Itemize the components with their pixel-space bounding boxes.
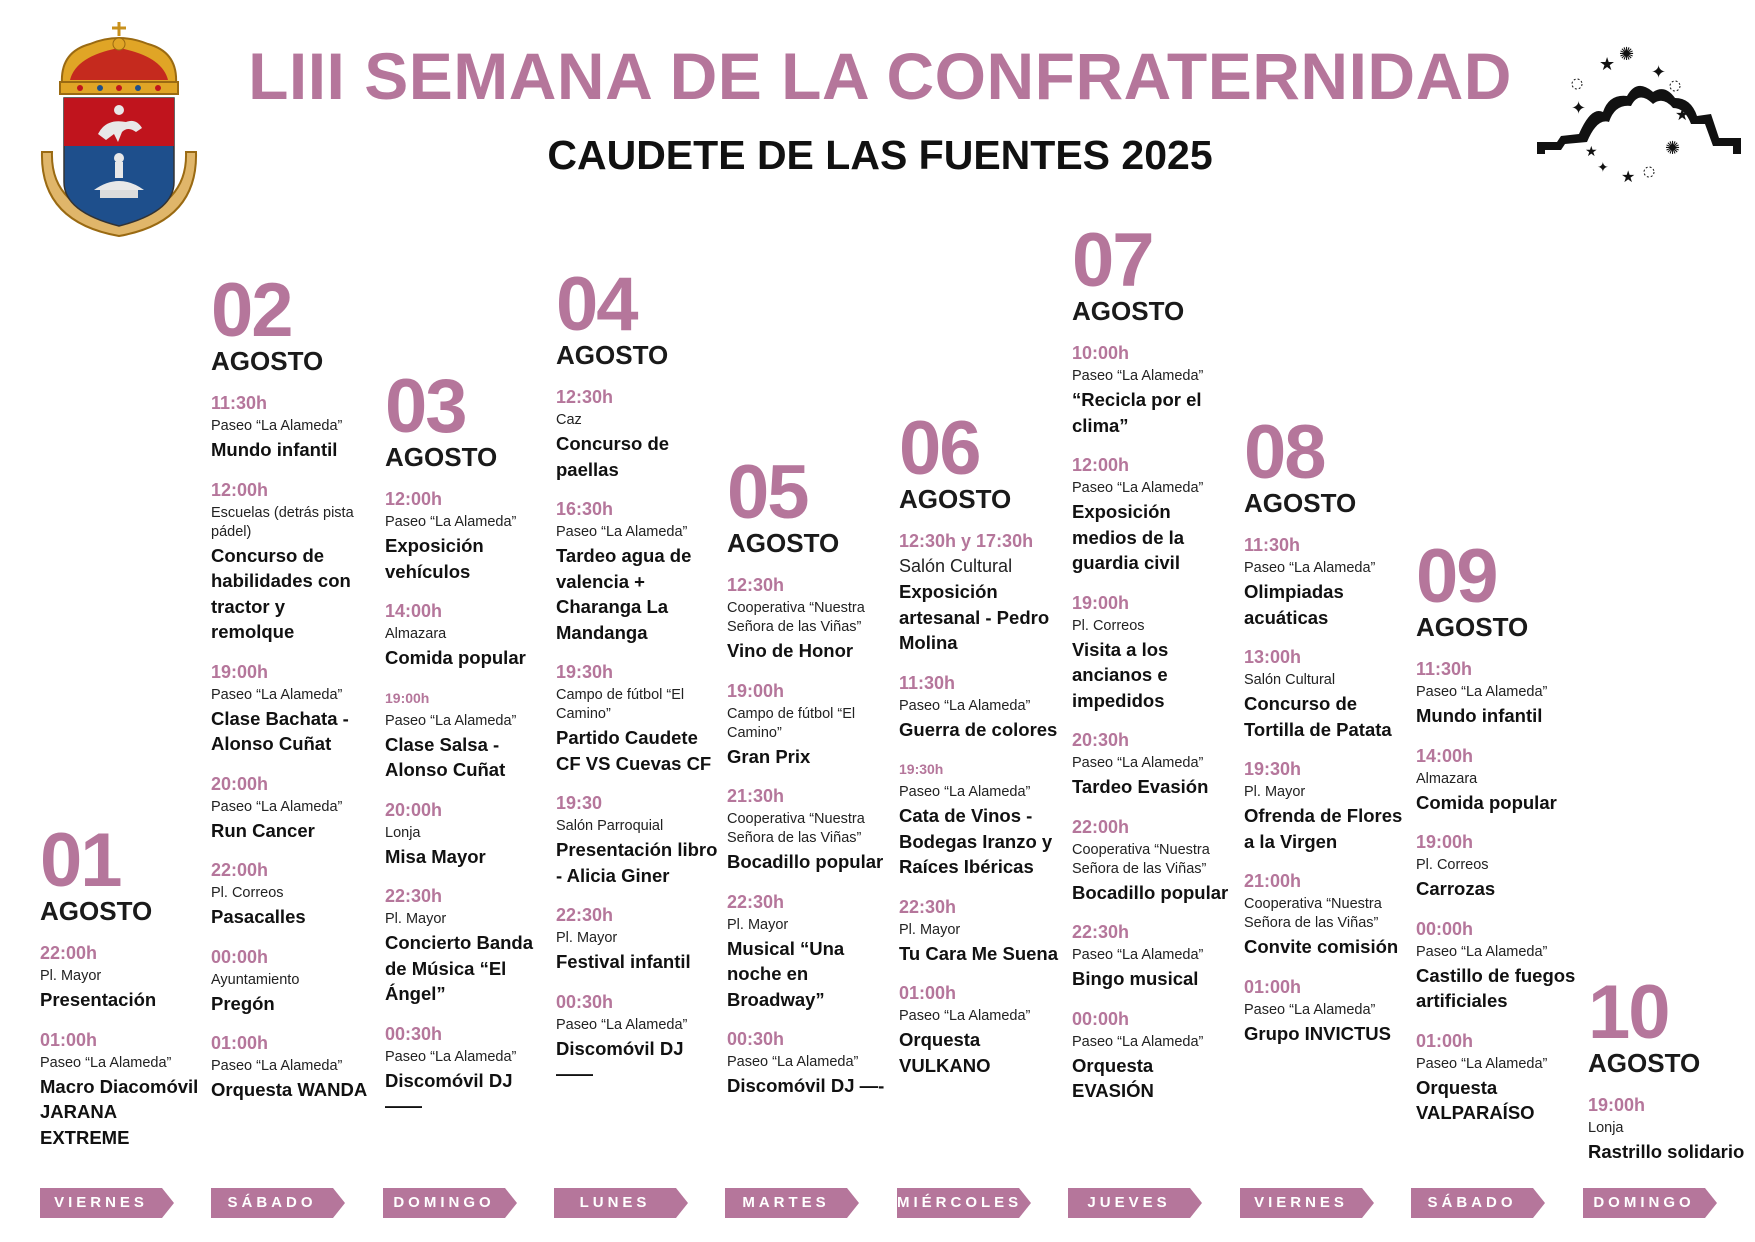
svg-text:★: ★ [1675, 107, 1690, 124]
event-place: Paseo “La Alameda” [1072, 947, 1204, 963]
event-title: Gran Prix [727, 745, 811, 767]
event-item [1416, 1030, 1578, 1126]
event-time: 22:30h [727, 891, 785, 912]
event-place: Paseo “La Alameda” [211, 798, 343, 815]
event-item [556, 904, 718, 975]
event-time: 01:00h [211, 1033, 269, 1053]
event-item [727, 574, 889, 664]
event-item [1416, 918, 1578, 1014]
event-title: Exposición medios de la guardia civil [1072, 501, 1185, 573]
event-title: Orquesta EVASIÓN [1072, 1054, 1154, 1101]
event-item [1244, 534, 1406, 630]
event-item [1072, 729, 1234, 800]
event-item [211, 859, 373, 930]
event-place: Paseo “La Alameda” [40, 1054, 172, 1071]
event-place: Paseo “La Alameda” [385, 712, 517, 729]
event-time: 20:00h [211, 773, 269, 794]
event-title: Mundo infantil [1416, 705, 1543, 726]
event-time: 19:30 [556, 793, 603, 813]
event-time: 19:00h [1416, 832, 1474, 852]
event-time: 22:00h [40, 943, 98, 963]
event-time: 19:00h [385, 689, 430, 706]
event-time: 19:30h [899, 761, 944, 777]
event-item [211, 946, 373, 1017]
event-place: Paseo “La Alameda” [1072, 1033, 1204, 1050]
event-place: Paseo “La Alameda” [211, 418, 343, 434]
day-number: 01 [40, 818, 121, 903]
event-time: 19:30h [556, 662, 614, 682]
event-time: 22:00h [211, 860, 269, 880]
event-item [1416, 831, 1578, 902]
weekday-ribbon [554, 1188, 688, 1218]
weekday-label: MARTES [742, 1194, 830, 1211]
event-item [1072, 454, 1234, 576]
weekday-label: JUEVES [1087, 1194, 1171, 1211]
weekday-label: SÁBADO [1427, 1194, 1517, 1211]
event-place: Escuelas (detrás pista pádel) [211, 504, 354, 540]
event-item [385, 885, 547, 1007]
event-place: Pl. Correos [1072, 617, 1145, 634]
event-title: Discomóvil DJ —- [727, 1075, 885, 1096]
event-title: Orquesta WANDA [211, 1079, 368, 1100]
event-title: Pasacalles [211, 906, 306, 927]
event-time: 19:00h [1072, 592, 1130, 613]
event-place: Pl. Mayor [40, 968, 102, 984]
event-time: 20:00h [385, 799, 443, 820]
event-time: 00:00h [211, 946, 269, 967]
event-item [1072, 816, 1234, 906]
event-place: Pl. Mayor [1244, 784, 1306, 800]
day-month: AGOSTO [1416, 612, 1529, 642]
event-item [40, 942, 202, 1013]
event-title: Bingo musical [1072, 968, 1199, 989]
svg-text:✦: ✦ [1597, 159, 1609, 175]
weekday-label: VIERNES [54, 1194, 148, 1211]
event-place: Caz [556, 412, 582, 428]
event-item [385, 799, 547, 870]
event-item [1416, 658, 1578, 729]
event-item [899, 758, 1061, 880]
event-time: 22:00h [1072, 816, 1130, 837]
event-time: 10:00h [1072, 343, 1130, 363]
event-item [727, 891, 889, 1013]
event-title: Tardeo Evasión [1072, 776, 1209, 797]
event-title: Concurso de Tortilla de Patata [1244, 693, 1392, 740]
event-title: Festival infantil [556, 951, 691, 972]
weekday-label: SÁBADO [227, 1194, 317, 1211]
event-item [211, 1032, 373, 1103]
event-item [1244, 870, 1406, 960]
weekday-ribbon [211, 1188, 345, 1218]
event-item [556, 386, 718, 482]
svg-text:✺: ✺ [1665, 138, 1681, 158]
event-time: 01:00h [1244, 976, 1302, 997]
event-title: Discomóvil DJ —— [556, 1037, 684, 1084]
event-title: Rastrillo solidario [1588, 1141, 1745, 1162]
svg-text:★: ★ [1621, 169, 1636, 186]
event-time: 12:30h [727, 575, 785, 595]
event-place: Salón Parroquial [556, 818, 664, 834]
day-column-08 [1244, 410, 1406, 1046]
event-place: Paseo “La Alameda” [1072, 480, 1204, 496]
event-place: Paseo “La Alameda” [385, 1048, 517, 1065]
event-title: Exposición vehículos [385, 535, 484, 582]
weekday-ribbon [1411, 1188, 1545, 1218]
event-title: Macro Diacomóvil JARANA EXTREME [40, 1075, 199, 1148]
page-subtitle: CAUDETE DE LAS FUENTES 2025 [547, 132, 1213, 178]
event-title: Vino de Honor [727, 640, 854, 661]
event-time: 19:00h [211, 661, 269, 682]
day-column-03 [385, 364, 547, 1119]
event-title: Run Cancer [211, 819, 315, 841]
event-time: 11:30h [1416, 659, 1473, 679]
event-title: Bocadillo popular [727, 851, 884, 872]
svg-text:✺: ✺ [1619, 44, 1635, 64]
event-place: Paseo “La Alameda” [211, 1058, 343, 1074]
event-title: Presentación [40, 989, 157, 1010]
event-title: Orquesta VALPARAÍSO [1416, 1076, 1535, 1123]
event-place: Pl. Mayor [385, 911, 447, 927]
day-month: AGOSTO [556, 340, 669, 370]
event-place: Cooperativa “Nuestra Señora de las Viñas” [727, 811, 865, 846]
event-item [40, 1029, 202, 1151]
event-time: 00:00h [1416, 918, 1474, 939]
event-place: Cooperativa “Nuestra Señora de las Viñas” [727, 600, 865, 635]
day-column-07 [1072, 218, 1234, 1104]
day-number: 07 [1072, 218, 1153, 303]
event-item [385, 600, 547, 671]
event-item [1244, 976, 1406, 1047]
day-number: 10 [1588, 970, 1669, 1055]
event-item [899, 530, 1061, 656]
event-item [556, 991, 718, 1087]
event-title: Concurso de habilidades con tractor y remolque [211, 544, 351, 642]
event-item [1072, 342, 1234, 438]
day-month: AGOSTO [40, 896, 153, 926]
event-time: 00:00h [1072, 1008, 1130, 1029]
event-place: Salón Cultural [1244, 672, 1336, 688]
event-time: 12:00h [211, 479, 269, 500]
event-place: Pl. Correos [211, 885, 284, 901]
event-title: Grupo INVICTUS [1244, 1022, 1391, 1044]
day-column-04 [556, 262, 718, 1087]
weekday-ribbon [383, 1188, 517, 1218]
day-column-02 [211, 268, 373, 1103]
event-time: 00:30h [727, 1029, 785, 1049]
event-title: Discomóvil DJ —— [385, 1069, 513, 1116]
coat-of-arms-icon [40, 22, 198, 258]
event-time: 12:30h [556, 387, 614, 407]
event-place: Paseo “La Alameda” [899, 697, 1031, 714]
event-item [1072, 592, 1234, 714]
day-number: 02 [211, 268, 292, 353]
event-time: 11:30h [899, 672, 956, 693]
event-time: 01:00h [40, 1029, 98, 1050]
event-title: Tardeo agua de valencia + Charanga La Mandanga [556, 545, 692, 643]
decorative-stars-icon [1535, 42, 1747, 192]
event-time: 12:30h y 17:30h [899, 531, 1034, 551]
day-number: 08 [1244, 410, 1325, 495]
event-title: Misa Mayor [385, 845, 486, 867]
event-place: Almazara [1416, 770, 1478, 787]
day-month: AGOSTO [1072, 296, 1185, 326]
event-place: Paseo “La Alameda” [1416, 684, 1548, 700]
event-place: Salón Cultural [899, 556, 1013, 576]
event-time: 00:30h [556, 991, 614, 1012]
event-place: Campo de fútbol “El Camino” [556, 687, 685, 722]
event-title: Clase Salsa - Alonso Cuñat [385, 733, 506, 780]
weekday-label: MIÉRCOLES [897, 1194, 1023, 1211]
event-item [899, 982, 1061, 1078]
event-item [1244, 758, 1406, 854]
event-place: Pl. Mayor [899, 921, 961, 938]
event-time: 12:00h [385, 489, 443, 509]
event-title: Convite comisión [1244, 936, 1399, 957]
event-item [556, 498, 718, 645]
event-title: Ofrenda de Flores a la Virgen [1244, 805, 1403, 852]
event-title: Cata de Vinos - Bodegas Iranzo y Raíces Ibéricas [899, 805, 1053, 877]
day-month: AGOSTO [1244, 488, 1357, 518]
event-place: Paseo “La Alameda” [556, 524, 688, 540]
day-column-05 [727, 450, 889, 1099]
svg-text:✦: ✦ [1571, 98, 1587, 118]
event-title: Partido Caudete CF VS Cuevas CF [556, 727, 712, 774]
weekday-ribbon [1583, 1188, 1717, 1218]
weekday-label: DOMINGO [393, 1194, 495, 1211]
event-title: “Recicla por el clima” [1072, 389, 1202, 436]
event-title: Clase Bachata - Alonso Cuñat [211, 707, 349, 754]
event-title: Exposición artesanal - Pedro Molina [899, 581, 1050, 653]
event-time: 21:00h [1244, 871, 1302, 891]
day-month: AGOSTO [385, 442, 498, 472]
event-time: 19:00h [727, 680, 785, 701]
event-item [727, 680, 889, 770]
event-item [1072, 1008, 1234, 1104]
event-item [211, 661, 373, 757]
event-title: Comida popular [385, 647, 526, 668]
event-item [556, 792, 718, 888]
event-time: 21:30h [727, 786, 785, 806]
event-time: 11:30h [211, 393, 268, 413]
day-column-09 [1416, 534, 1578, 1126]
event-time: 22:30h [385, 886, 443, 906]
event-title: Presentación libro - Alicia Giner [556, 839, 718, 886]
event-place: Paseo “La Alameda” [1072, 755, 1204, 771]
weekday-ribbon [1068, 1188, 1202, 1218]
event-title: Visita a los ancianos e impedidos [1072, 638, 1169, 711]
event-time: 22:30h [556, 905, 614, 925]
event-time: 19:30h [1244, 759, 1302, 779]
weekday-label: LUNES [579, 1194, 651, 1211]
event-item [899, 896, 1061, 967]
event-item [1072, 921, 1234, 992]
day-month: AGOSTO [1588, 1048, 1701, 1078]
event-title: Orquesta VULKANO [899, 1029, 991, 1076]
event-title: Concierto Banda de Música “El Ángel” [385, 932, 534, 1004]
event-time: 01:00h [1416, 1030, 1474, 1051]
event-item [1588, 1094, 1750, 1165]
event-title: Pregón [211, 992, 275, 1014]
event-place: Paseo “La Alameda” [727, 1054, 859, 1070]
event-time: 13:00h [1244, 647, 1302, 667]
svg-text:★: ★ [1585, 143, 1598, 159]
event-title: Olimpiadas acuáticas [1244, 581, 1344, 628]
event-place: Campo de fútbol “El Camino” [727, 705, 856, 741]
event-place: Cooperativa “Nuestra Señora de las Viñas” [1244, 896, 1382, 931]
event-item [727, 1028, 889, 1099]
event-item [211, 479, 373, 645]
event-title: Carrozas [1416, 878, 1496, 899]
event-time: 19:00h [1588, 1095, 1646, 1115]
event-time: 22:30h [1072, 922, 1130, 942]
event-time: 22:30h [899, 896, 957, 917]
event-place: Pl. Correos [1416, 857, 1489, 873]
day-month: AGOSTO [211, 346, 324, 376]
event-time: 01:00h [899, 983, 957, 1003]
event-place: Cooperativa “Nuestra Señora de las Viñas” [1072, 841, 1210, 877]
event-title: Tu Cara Me Suena [899, 942, 1059, 964]
event-title: Bocadillo popular [1072, 881, 1229, 903]
day-month: AGOSTO [899, 484, 1012, 514]
event-title: Mundo infantil [211, 439, 338, 460]
event-time: 00:30h [385, 1023, 443, 1044]
event-place: Paseo “La Alameda” [1416, 943, 1548, 960]
event-item [899, 672, 1061, 743]
event-time: 14:00h [1416, 745, 1474, 766]
event-time: 16:30h [556, 499, 614, 519]
event-place: Ayuntamiento [211, 971, 300, 988]
event-place: Lonja [1588, 1120, 1624, 1136]
event-place: Lonja [385, 824, 421, 841]
event-item [385, 1023, 547, 1119]
event-place: Pl. Mayor [727, 916, 789, 933]
day-number: 04 [556, 262, 637, 347]
day-column-06 [899, 406, 1061, 1078]
event-place: Paseo “La Alameda” [211, 686, 343, 703]
event-title: Concurso de paellas [556, 433, 670, 480]
event-item [385, 488, 547, 584]
day-month: AGOSTO [727, 528, 840, 558]
event-time: 11:30h [1244, 535, 1301, 555]
day-number: 05 [727, 450, 808, 535]
page-title: LIII SEMANA DE LA CONFRATERNIDAD [248, 39, 1512, 113]
weekday-ribbon [725, 1188, 859, 1218]
svg-text:✦: ✦ [1651, 62, 1667, 82]
weekday-ribbon [1240, 1188, 1374, 1218]
event-time: 14:00h [385, 601, 443, 621]
event-place: Paseo “La Alameda” [385, 514, 517, 530]
event-place: Almazara [385, 626, 447, 642]
day-number: 03 [385, 364, 466, 449]
event-time: 20:30h [1072, 730, 1130, 750]
event-place: Paseo “La Alameda” [1072, 368, 1204, 384]
event-place: Paseo “La Alameda” [899, 1008, 1031, 1024]
weekday-ribbon [897, 1188, 1031, 1218]
event-place: Paseo “La Alameda” [1416, 1055, 1548, 1072]
day-column-01 [40, 818, 202, 1150]
event-item [727, 785, 889, 875]
event-time: 12:00h [1072, 455, 1130, 475]
event-item [556, 661, 718, 776]
svg-text:★: ★ [1599, 54, 1616, 74]
event-item [1416, 745, 1578, 816]
event-item [1244, 646, 1406, 742]
event-title: Musical “Una noche en Broadway” [727, 937, 845, 1010]
event-item [211, 773, 373, 844]
weekday-label: DOMINGO [1593, 1194, 1695, 1211]
event-place: Paseo “La Alameda” [1244, 1001, 1376, 1018]
event-title: Comida popular [1416, 791, 1557, 813]
event-title: Castillo de fuegos artificiales [1416, 964, 1576, 1011]
event-item [385, 687, 547, 783]
event-place: Paseo “La Alameda” [556, 1016, 688, 1033]
day-number: 06 [899, 406, 980, 491]
event-title: Guerra de colores [899, 718, 1058, 740]
event-place: Paseo “La Alameda” [1244, 560, 1376, 576]
event-item [211, 392, 373, 463]
event-place: Pl. Mayor [556, 930, 618, 946]
day-number: 09 [1416, 534, 1497, 619]
weekday-ribbon [40, 1188, 174, 1218]
weekday-label: VIERNES [1254, 1194, 1348, 1211]
day-column-10 [1588, 970, 1750, 1165]
event-place: Paseo “La Alameda” [899, 784, 1031, 800]
